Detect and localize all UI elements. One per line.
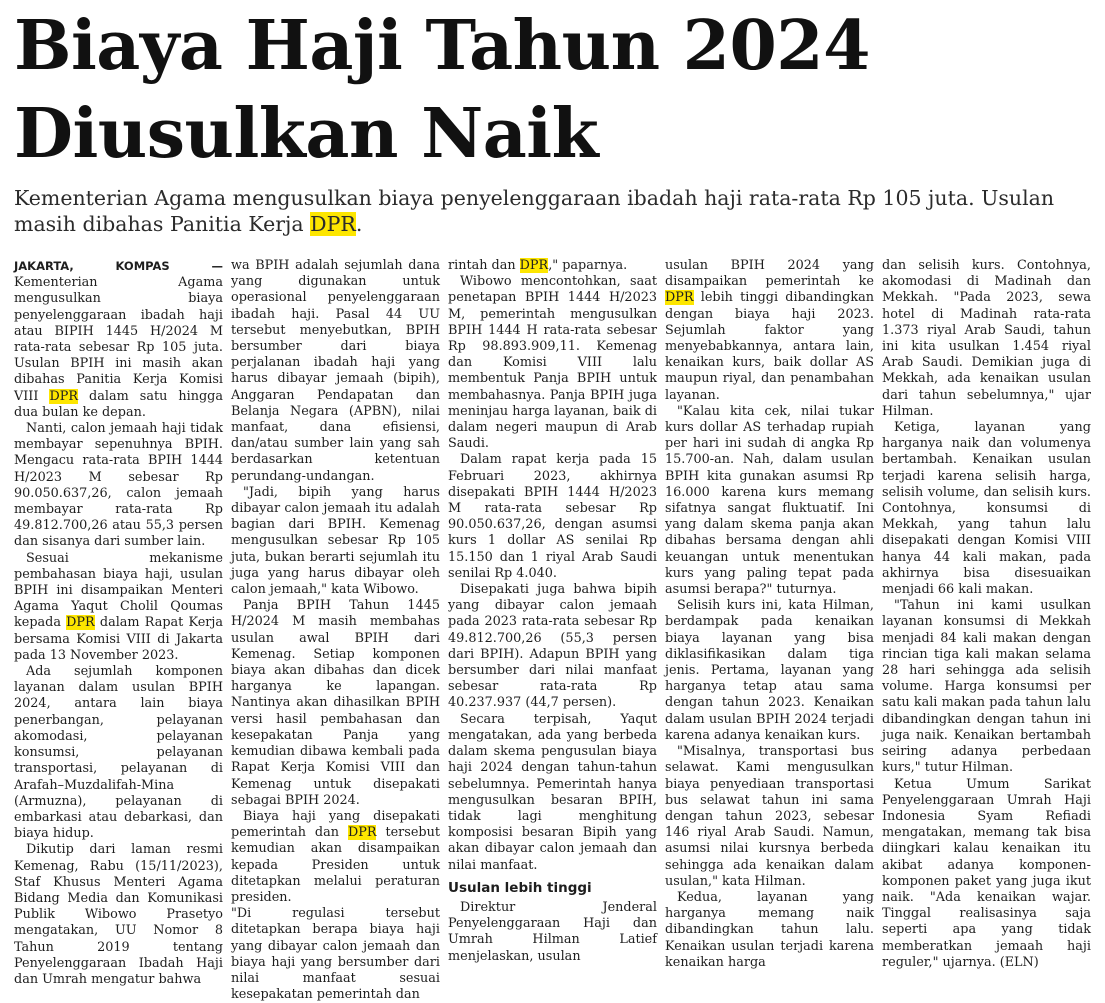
paragraph	[231, 809, 440, 906]
paragraph	[231, 258, 440, 485]
paragraph	[448, 582, 657, 712]
paragraph-text: Wibowo mencontohkan, saat penetapan BPIH 1444 H/2023 M, pemerintah mengusulkan BPIH 1444 H rata-rata sebesar Rp 98.893.909,11. Kemenag dan Komisi VIII lalu membentuk Panja BPIH untuk membahasnya. Panja BPIH juga meninjau harga layanan, baik di dalam negeri maupun di Arab Saudi.	[448, 274, 657, 452]
paragraph-text: Ada sejumlah komponen layanan dalam usulan BPIH 2024, antara lain biaya penerbangan, pelayanan akomodasi, pelayanan konsumsi, pelayanan transportasi, pelayanan di Arafah–Muzdalifah-Mina (Armuzna), pelayanan di embarkasi atau debarkasi, dan biaya hidup.	[14, 664, 223, 842]
headline-line-2: Diusulkan Naik	[14, 94, 599, 174]
paragraph	[14, 551, 223, 664]
standfirst	[14, 185, 1094, 237]
highlight-dpr: DPR	[66, 615, 95, 631]
paragraph-text: dan selisih kurs. Contohnya, akomodasi di Madinah dan Mekkah. "Pada 2023, sewa hotel di Madinah rata-rata 1.373 riyal Arab Saudi, tahun ini kita usulkan 1.454 riyal Arab Saudi. Demikian juga di Mekkah, ada kenaikan usulan dari tahun sebelumnya," ujar Hilman.	[882, 258, 1091, 419]
paragraph-text: dalam satu hingga dua bulan ke depan.	[14, 388, 223, 420]
paragraph	[231, 906, 440, 1003]
paragraph-text: "Misalnya, transportasi bus selawat. Kami mengusulkan biaya penyediaan transportasi bus selawat tahun ini sama dengan tahun 2023, sebesar 146 riyal Arab Saudi. Namun, asumsi nilai kursnya berbeda sehingga ada kenaikan dalam usulan," kata Hilman.	[665, 744, 874, 889]
paragraph	[231, 598, 440, 809]
paragraph-text: Panja BPIH Tahun 1445 H/2024 M masih membahas usulan awal BPIH dari Kemenag. Setiap komponen biaya akan dibahas dan dicek harganya ke lapangan. Nantinya akan dihasilkan BPIH versi hasil pembahasan dan kesepakatan Panja yang kemudian dibawa kembali pada Rapat Kerja Komisi VIII dan Kemenag untuk disepakati sebagai BPIH 2024.	[231, 598, 440, 808]
paragraph-text: dalam Rapat Kerja bersama Komisi VIII di Jakarta pada 13 November 2023.	[14, 615, 223, 663]
paragraph-text: Nanti, calon jemaah haji tidak membayar sepenuhnya BPIH. Mengacu rata-rata BPIH 1444 H/2023 M sebesar Rp 90.050.637,26, calon jemaah membayar rata-rata Rp 49.812.700,26 atau 55,3 persen dan sisanya dari sumber lain.	[14, 421, 223, 550]
paragraph-text: "Kalau kita cek, nilai tukar kurs dollar AS terhadap rupiah per hari ini sudah di angka Rp 15.700-an. Nah, dalam usulan BPIH kita gunakan asumsi Rp 16.000 karena kurs memang sifatnya sangat fluktuatif. Ini yang dalam skema panja akan dibahas bersama dengan ahli keuangan untuk menentukan kurs yang paling tepat pada asumsi berapa?" tuturnya.	[665, 403, 874, 598]
paragraph-text: Ketua Umum Sarikat Penyelenggaraan Umrah Haji Indonesia Syam Refiadi mengatakan, memang tak bisa diingkari kalau kenaikan itu akibat adanya komponen-komponen paket yang juga ikut naik. "Ada kenaikan wajar. Tinggal realisasinya saja seperti apa yang tidak memberatkan jemaah haji reguler," ujarnya. (ELN)	[882, 776, 1091, 970]
paragraph-text: ," paparnya.	[548, 258, 628, 273]
paragraph	[882, 598, 1091, 776]
paragraph-text: Dikutip dari laman resmi Kemenag, Rabu (15/11/2023), Staf Khusus Menteri Agama Bidang Media dan Komunikasi Publik Wibowo Prasetyo mengatakan, UU Nomor 8 Tahun 2019 tentang Penyelenggaraan Ibadah Haji dan Umrah mengatur bahwa	[14, 842, 223, 987]
headline	[14, 2, 870, 178]
highlight-dpr: DPR	[310, 212, 356, 236]
paragraph	[882, 420, 1091, 598]
article-body	[14, 258, 1098, 1003]
paragraph	[14, 842, 223, 988]
paragraph	[448, 274, 657, 452]
paragraph	[231, 485, 440, 598]
paragraph	[14, 421, 223, 551]
paragraph	[665, 404, 874, 598]
paragraph-text: Selisih kurs ini, kata Hilman, berdampak pada kenaikan biaya layanan yang bisa diklasifikasikan dalam tiga jenis. Pertama, layanan yang harganya tetap atau sama dengan tahun 2023. Kenaikan dalam usulan BPIH 2024 terjadi karena adanya kenaikan kurs.	[665, 598, 874, 743]
paragraph-text: tersebut kemudian akan disampaikan kepada Presiden untuk ditetapkan melalui peraturan presiden.	[231, 825, 440, 905]
paragraph-text: Disepakati juga bahwa bipih yang dibayar calon jemaah pada 2023 rata-rata sebesar Rp 49.812.700,26 (55,3 persen dari BPIH). Adapun BPIH yang bersumber dari nilai manfaat sebesar rata-rata Rp 40.237.937 (44,7 persen).	[448, 582, 657, 711]
paragraph-text: Dalam rapat kerja pada 15 Februari 2023, akhirnya disepakati BPIH 1444 H/2023 M rata-rata sebesar Rp 90.050.637,26, dengan asumsi kurs 1 dollar AS senilai Rp 15.150 dan 1 riyal Arab Saudi senilai Rp 4.040.	[448, 452, 657, 581]
standfirst-text: Kementerian Agama mengusulkan biaya penyelenggaraan ibadah haji rata-rata Rp 105 juta. Usulan masih dibahas Panitia Kerja	[14, 186, 1055, 236]
paragraph-text: Kedua, layanan yang harganya memang naik dibandingkan tahun lalu. Kenaikan usulan terjadi karena kenaikan harga	[665, 889, 874, 970]
paragraph-text: usulan BPIH 2024 yang disampaikan pemerintah ke	[665, 258, 874, 290]
paragraph	[665, 598, 874, 744]
paragraph-text: Direktur Jenderal Penyelenggaraan Haji dan Umrah Hilman Latief menjelaskan, usulan	[448, 899, 657, 964]
paragraph	[448, 258, 657, 274]
highlight-dpr: DPR	[665, 290, 694, 306]
paragraph-text: Secara terpisah, Yaqut mengatakan, ada yang berbeda dalam skema pengusulan biaya haji 2024 dengan tahun-tahun sebelumnya. Pemerintah hanya mengusulkan besaran BPIH, tidak lagi menghitung komposisi besaran Bipih yang akan dibayar calon jemaah dan nilai manfaat.	[448, 711, 657, 873]
paragraph	[665, 258, 874, 404]
column-1	[14, 258, 223, 987]
column-5	[882, 258, 1091, 970]
column-4	[665, 258, 874, 970]
headline-line-1: Biaya Haji Tahun 2024	[14, 6, 870, 86]
dateline: JAKARTA, KOMPAS —	[14, 259, 223, 273]
paragraph	[448, 900, 657, 965]
paragraph-text: "Di regulasi tersebut ditetapkan berapa biaya haji yang dibayar calon jemaah dan biaya haji yang bersumber dari nilai manfaat sesuai kesepakatan pemerintah dan	[231, 906, 440, 1003]
section-subhead: Usulan lebih tinggi	[448, 879, 592, 896]
paragraph-text: Kementerian Agama mengusulkan biaya penyelenggaraan ibadah haji atau BIPIH 1445 H/2024 M rata-rata sebesar Rp 105 juta. Usulan BPIH ini masih akan dibahas Panitia Kerja Komisi VIII	[14, 275, 223, 404]
highlight-dpr: DPR	[519, 258, 549, 273]
paragraph	[882, 777, 1091, 971]
paragraph	[14, 258, 223, 421]
paragraph	[448, 712, 657, 874]
standfirst-end: .	[355, 212, 363, 236]
paragraph-text: Sesuai mekanisme pembahasan biaya haji, usulan BPIH ini disampaikan Menteri Agama Yaqut Cholil Qoumas kepada	[14, 550, 223, 631]
paragraph	[665, 744, 874, 890]
paragraph-text: "Tahun ini kami usulkan layanan konsumsi di Mekkah menjadi 84 kali makan dengan rincian tiga kali makan selama 28 hari sehingga ada selisih volume. Harga konsumsi per satu kali makan pada tahun lalu dibandingkan dengan tahun ini juga naik. Kenaikan bertambah seiring adanya perbedaan kurs," tutur Hilman.	[882, 598, 1091, 776]
paragraph	[448, 452, 657, 582]
column-3	[448, 258, 657, 964]
paragraph-text: Biaya haji yang disepakati pemerintah dan	[231, 808, 440, 841]
column-2	[231, 258, 440, 1003]
paragraph-text: rintah dan	[448, 258, 520, 273]
paragraph-text: wa BPIH adalah sejumlah dana yang digunakan untuk operasional penyelenggaraan ibadah haji. Pasal 44 UU tersebut menyebutkan, BPIH bersumber dari biaya perjalanan ibadah haji yang harus dibayar jemaah (bipih), Anggaran Pendapatan dan Belanja Negara (APBN), nilai manfaat, dana efisiensi, dan/atau sumber lain yang sah berdasarkan ketentuan perundang-undangan.	[231, 258, 440, 484]
paragraph	[14, 664, 223, 842]
paragraph	[882, 258, 1091, 420]
highlight-dpr: DPR	[347, 825, 377, 841]
paragraph-text: "Jadi, bipih yang harus dibayar calon jemaah itu adalah bagian dari BPIH. Kemenag mengusulkan sebesar Rp 105 juta, bukan berarti sejumlah itu juga yang harus dibayar oleh calon jemaah," kata Wibowo.	[231, 484, 440, 598]
paragraph	[665, 890, 874, 971]
highlight-dpr: DPR	[49, 388, 78, 404]
paragraph-text: lebih tinggi dibandingkan dengan biaya haji 2023. Sejumlah faktor yang menyebabkannya, antara lain, kenaikan kurs, baik dollar AS maupun riyal, dan penambahan layanan.	[665, 290, 874, 403]
paragraph-text: Ketiga, layanan yang harganya naik dan volumenya bertambah. Kenaikan usulan terjadi karena selisih harga, selisih volume, dan selisih kurs. Contohnya, konsumsi di Mekkah, yang tahun lalu disepakati dengan Komisi VIII hanya 44 kali makan, pada akhirnya bisa disesuaikan menjadi 66 kali makan.	[882, 420, 1091, 598]
